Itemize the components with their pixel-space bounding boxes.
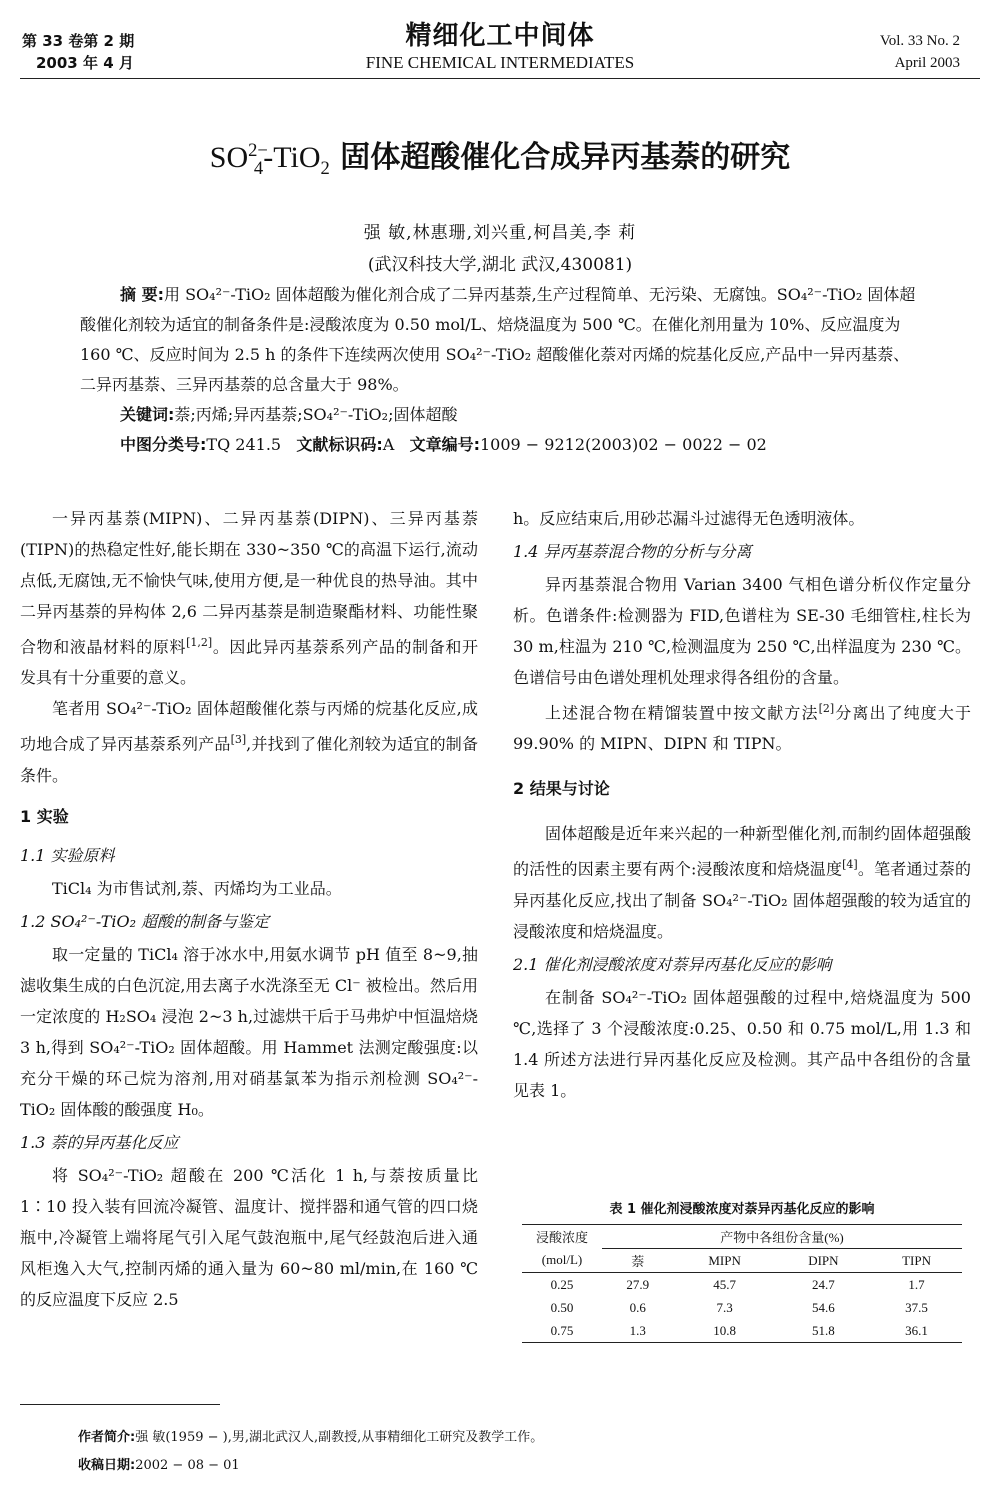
article-id-value: 1009 − 9212(2003)02 − 0022 − 02 bbox=[480, 435, 767, 454]
abstract-text: 用 SO₄²⁻-TiO₂ 固体超酸为催化剂合成了二异丙基萘,生产过程简单、无污染、无腐蚀。SO₄²⁻-TiO₂ 固体超酸催化剂较为适宜的制备条件是:浸酸浓度为 0.50 mol/L、焙烧温度为 500 ℃。在催化剂用量为 10%、反应温度为 160 ℃、反应时间为 2.5 h 的条件下连续两次使用 SO₄²⁻-TiO₂ 超酸催化萘对丙烯的烷基化反应,产品中一异丙基萘、二异丙基萘、三异丙基萘的总含量大于 98%。 bbox=[80, 285, 916, 394]
analysis-paragraph: 异丙基萘混合物用 Varian 3400 气相色谱分析仪作定量分析。色谱条件:检测器为 FID,色谱柱为 SE-30 毛细管柱,柱长为 30 m,柱温为 210 ℃,检测温度为 250 ℃,出样温度为 230 ℃。色谱信号由色谱处理机处理求得各组份的含量。 bbox=[513, 575, 971, 687]
discussion-paragraph bbox=[513, 818, 971, 946]
table-cell: 51.8 bbox=[812, 1322, 835, 1338]
clc-label: 中图分类号: bbox=[120, 435, 207, 454]
header-volume-cn: 第 33 卷第 2 期 bbox=[22, 32, 135, 50]
affiliation: (武汉科技大学,湖北 武汉,430081) bbox=[367, 255, 633, 275]
citation-2: [2] bbox=[818, 702, 835, 715]
doc-code-value: A bbox=[382, 435, 395, 454]
intro-p2-text-b: ,并找到了催化剂较为适宜的制备条件。 bbox=[20, 734, 478, 785]
table-head-group: 产物中各组份含量(%) bbox=[602, 1225, 962, 1249]
table-cell: 27.9 bbox=[626, 1276, 650, 1292]
reaction-paragraph-cont: h。反应结束后,用砂芯漏斗过滤得无色透明液体。 bbox=[513, 509, 865, 528]
footnote-rule bbox=[20, 1404, 220, 1405]
reaction-paragraph: 将 SO₄²⁻-TiO₂ 超酸在 200 ℃活化 1 h,与萘按质量比 1∶10 投入装有回流冷凝管、温度计、搅拌器和通气管的四口烧瓶中,冷凝管上端将尾气引入尾气鼓泡瓶中,尾气经鼓泡后进入通风柜逸入大气,控制丙烯的通入量为 60~80 ml/min,在 160 ℃的反应温度下反应 2.5 bbox=[20, 1165, 478, 1309]
section-1-2-heading: 1.2 SO₄²⁻-TiO₂ 超酸的制备与鉴定 bbox=[20, 911, 270, 931]
section-2-1-heading: 2.1 催化剂浸酸浓度对萘异丙基化反应的影响 bbox=[513, 954, 832, 974]
intro-paragraph-2 bbox=[20, 693, 478, 790]
clc-value: TQ 241.5 bbox=[206, 435, 282, 454]
author-bio-text: 强 敏(1959 − ),男,湖北武汉人,副教授,从事精细化工研究及教学工作。 bbox=[135, 1430, 544, 1445]
table-col-tipn: TIPN bbox=[902, 1252, 931, 1268]
authors: 强 敏,林惠珊,刘兴重,柯昌美,李 莉 bbox=[363, 223, 637, 243]
header-date-en: April 2003 bbox=[894, 55, 960, 71]
paper-title bbox=[0, 132, 1000, 180]
keywords bbox=[80, 400, 920, 430]
header-date-cn: 2003 年 4 月 bbox=[36, 54, 134, 72]
citation-4: [4] bbox=[842, 858, 858, 872]
table-row bbox=[522, 1296, 962, 1319]
journal-name-en: FINE CHEMICAL INTERMEDIATES bbox=[365, 53, 635, 72]
title-formula-tio: -TiO bbox=[263, 141, 321, 174]
keywords-label: 关键词: bbox=[120, 405, 175, 424]
title-formula-sub4: 4 bbox=[253, 158, 264, 179]
header-issue bbox=[880, 30, 960, 74]
table-1 bbox=[522, 1224, 962, 1343]
journal-name-cn: 精细化工中间体 bbox=[405, 21, 595, 51]
title-formula-charge: 2− bbox=[248, 140, 268, 161]
table-cell: 36.1 bbox=[905, 1322, 928, 1338]
section-2-heading: 2 结果与讨论 bbox=[513, 779, 610, 799]
citation-3: [3] bbox=[230, 733, 247, 747]
table-cell: 7.3 bbox=[716, 1299, 733, 1315]
preparation-paragraph: 取一定量的 TiCl₄ 溶于冰水中,用氨水调节 pH 值至 8~9,抽滤收集生成的白色沉淀,用去离子水洗涤至无 Cl⁻ 被检出。然后用一定浓度的 H₂SO₄ 浸泡 2~3 h,过滤烘干后于马弗炉中恒温焙烧 3 h,得到 SO₄²⁻-TiO₂ 固体超酸。用 Hammet 法测定酸强度:以充分干燥的环己烷为溶剂,用对硝基氯苯为指示剂检测 SO₄²⁻-TiO₂ 固体酸的酸强度 H₀。 bbox=[20, 944, 478, 1119]
table-head-concentration: 浸酸浓度 bbox=[535, 1230, 588, 1246]
table-head-unit: (mol/L) bbox=[541, 1252, 583, 1268]
header-volume bbox=[22, 30, 134, 74]
table-cell: 1.7 bbox=[908, 1276, 925, 1292]
table-cell: 0.50 bbox=[550, 1299, 574, 1315]
intro-paragraph-1 bbox=[20, 503, 478, 693]
header-rule bbox=[20, 78, 980, 79]
materials-paragraph: TiCl₄ 为市售试剂,萘、丙烯均为工业品。 bbox=[52, 878, 342, 898]
table-cell: 54.6 bbox=[812, 1299, 835, 1315]
header-volume-en: Vol. 33 No. 2 bbox=[879, 33, 960, 49]
discussion-text-b: 。笔者通过萘的异丙基化反应,找出了制备 SO₄²⁻-TiO₂ 固体超强酸的较为适宜的浸酸浓度和焙烧温度。 bbox=[513, 859, 971, 941]
classification bbox=[80, 430, 920, 460]
table-col-mipn: MIPN bbox=[708, 1252, 741, 1268]
separation-text-b: 分离出了纯度大于 99.90% 的 MIPN、DIPN 和 TIPN。 bbox=[513, 703, 971, 754]
section-1-4-heading: 1.4 异丙基萘混合物的分析与分离 bbox=[513, 542, 752, 561]
keywords-text: 萘;丙烯;异丙基萘;SO₄²⁻-TiO₂;固体超酸 bbox=[174, 405, 458, 424]
abstract-block bbox=[80, 280, 920, 460]
article-id-label: 文章编号: bbox=[409, 435, 480, 454]
table-cell: 0.25 bbox=[550, 1276, 574, 1292]
section-1-3-heading: 1.3 萘的异丙基化反应 bbox=[20, 1132, 179, 1152]
right-column bbox=[513, 503, 971, 1106]
table-cell: 0.6 bbox=[629, 1299, 646, 1315]
received-text: 2002 − 08 − 01 bbox=[135, 1458, 240, 1473]
section-1-heading: 1 实验 bbox=[20, 806, 69, 826]
table-row bbox=[522, 1273, 962, 1297]
title-formula-so: SO bbox=[209, 141, 249, 174]
intro-p2-text-a: 笔者用 SO₄²⁻-TiO₂ 固体超酸催化萘与丙烯的烷基化反应,成功地合成了异丙基萘系列产品 bbox=[20, 699, 478, 754]
abstract-label: 摘 要: bbox=[120, 285, 164, 304]
received-date bbox=[78, 1453, 240, 1479]
table-cell: 0.75 bbox=[550, 1322, 574, 1338]
discussion-text-a: 固体超酸是近年来兴起的一种新型催化剂,而制约固体超强酸的活性的因素主要有两个:浸酸浓度和焙烧温度 bbox=[513, 824, 971, 879]
intro-p1-text-a: 一异丙基萘(MIPN)、二异丙基萘(DIPN)、三异丙基萘(TIPN)的热稳定性好,能长期在 330~350 ℃的高温下运行,流动点低,无腐蚀,无不愉快气味,使用方便,是一种优良的热导油。其中二异丙基萘的异构体 2,6 二异丙基萘是制造聚酯材料、功能性聚合物和液晶材料的原料 bbox=[20, 509, 478, 657]
section-1-1-heading: 1.1 实验原料 bbox=[20, 845, 115, 865]
author-bio-label: 作者简介: bbox=[78, 1430, 136, 1445]
title-formula bbox=[209, 140, 330, 179]
abstract bbox=[80, 280, 920, 400]
left-column bbox=[20, 503, 478, 1315]
author-bio bbox=[78, 1425, 543, 1451]
journal-header bbox=[300, 20, 700, 74]
table-col-dipn: DIPN bbox=[808, 1252, 839, 1268]
citation-1-2: [1,2] bbox=[186, 636, 213, 649]
title-text: 固体超酸催化合成异丙基萘的研究 bbox=[329, 140, 791, 175]
doc-code-label: 文献标识码: bbox=[296, 435, 383, 454]
table-1-caption: 表 1 催化剂浸酸浓度对萘异丙基化反应的影响 bbox=[609, 1202, 875, 1217]
table-col-naphthalene: 萘 bbox=[631, 1254, 645, 1269]
table-cell: 24.7 bbox=[812, 1276, 835, 1292]
received-label: 收稿日期: bbox=[78, 1458, 136, 1473]
table-cell: 37.5 bbox=[905, 1299, 928, 1315]
intro-p1-text-b: 。因此异丙基萘系列产品的制备和开发具有十分重要的意义。 bbox=[20, 637, 478, 688]
table-cell: 1.3 bbox=[629, 1322, 646, 1338]
concentration-paragraph: 在制备 SO₄²⁻-TiO₂ 固体超强酸的过程中,焙烧温度为 500 ℃,选择了 3 个浸酸浓度:0.25、0.50 和 0.75 mol/L,用 1.3 和 1.4 所述方法进行异丙基化反应及检测。其产品中各组份的含量见表 1。 bbox=[513, 987, 971, 1100]
separation-text-a: 上述混合物在精馏装置中按文献方法 bbox=[545, 703, 819, 723]
separation-paragraph bbox=[513, 693, 971, 759]
table-cell: 45.7 bbox=[713, 1276, 736, 1292]
table-row bbox=[522, 1319, 962, 1343]
title-formula-sub2: 2 bbox=[320, 158, 330, 179]
table-cell: 10.8 bbox=[713, 1322, 736, 1338]
